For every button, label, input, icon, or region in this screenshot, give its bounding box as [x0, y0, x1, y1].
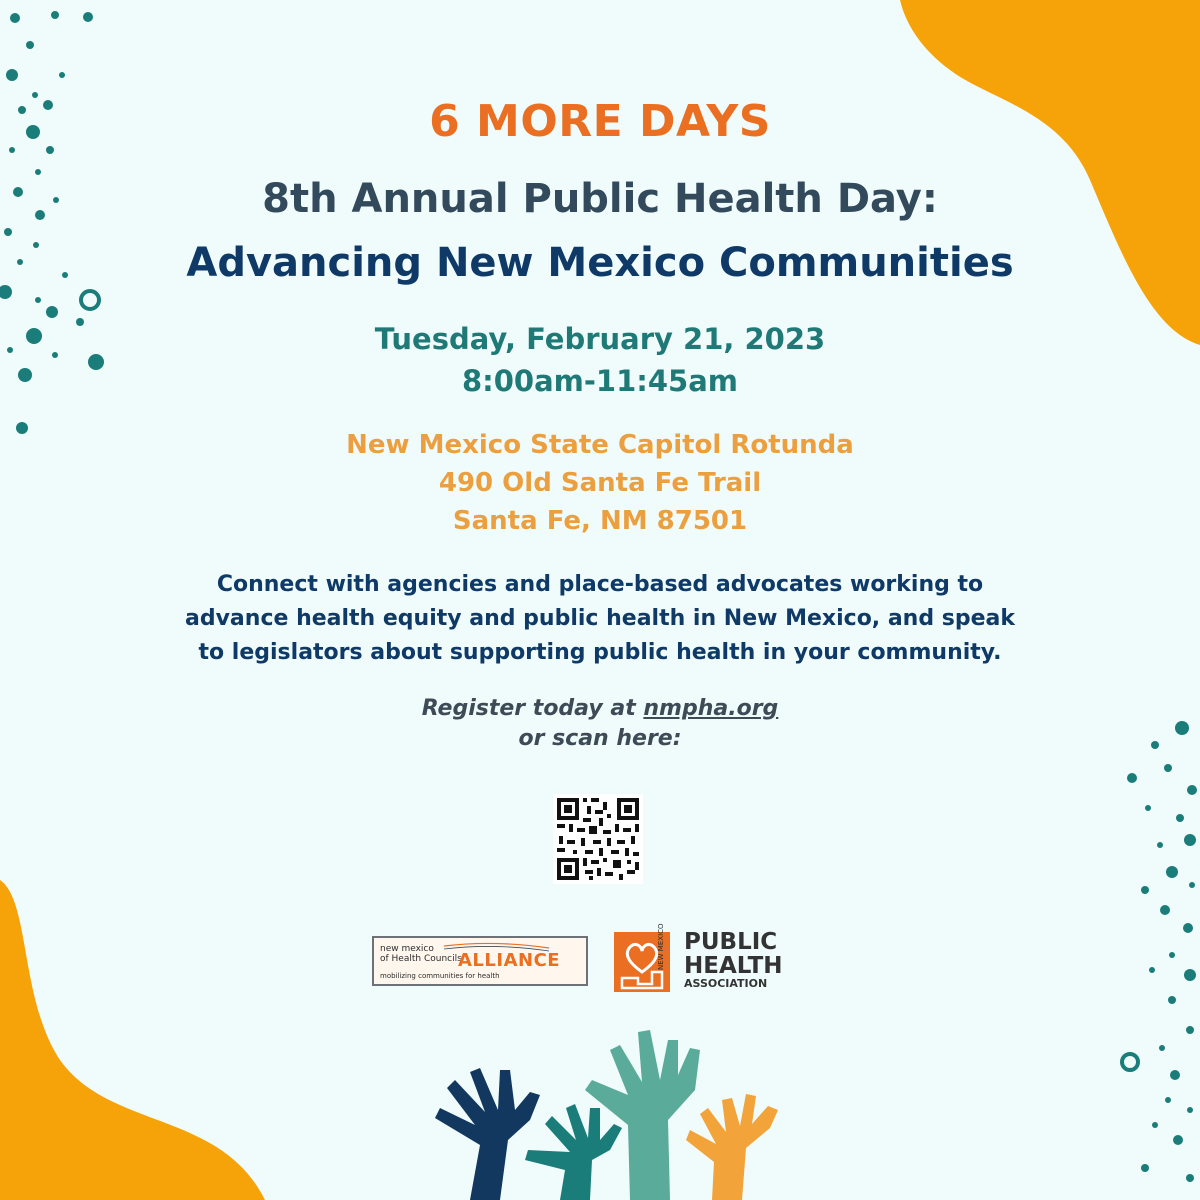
event-datetime — [0, 318, 1200, 402]
register-scan-text: or scan here: — [518, 726, 682, 751]
bottom-left-orange-blob — [0, 880, 265, 1200]
address-line1: 490 Old Santa Fe Trail — [438, 468, 762, 498]
hca-tagline: mobilizing communities for health — [380, 972, 500, 980]
description-line: advance health equity and public health in New Mexico, and speak — [185, 606, 1015, 631]
qr-code[interactable] — [553, 794, 643, 884]
register-prefix: Register today at — [421, 696, 644, 721]
hca-name: ALLIANCE — [458, 950, 561, 971]
countdown-heading: 6 MORE DAYS — [429, 96, 771, 147]
event-title-line1: 8th Annual Public Health Day: — [262, 176, 938, 222]
description-line: to legislators about supporting public health in your community. — [198, 640, 1002, 665]
register-text — [0, 694, 1200, 754]
description-line: Connect with agencies and place-based advocates working to — [216, 572, 984, 597]
bottom-right-dots — [1127, 721, 1197, 1182]
event-time: 8:00am-11:45am — [461, 364, 739, 398]
event-date: Tuesday, February 21, 2023 — [374, 322, 826, 356]
event-description — [0, 568, 1200, 670]
health-councils-alliance-logo — [372, 936, 588, 986]
raised-hands-illustration — [435, 1030, 778, 1200]
pha-line1: PUBLIC — [684, 929, 778, 955]
event-location — [0, 426, 1200, 540]
address-line2: Santa Fe, NM 87501 — [452, 506, 748, 536]
event-title-line2: Advancing New Mexico Communities — [186, 240, 1014, 286]
hca-line2: of Health Councils — [380, 954, 462, 964]
nm-public-health-association-logo — [614, 923, 804, 994]
pha-line3: ASSOCIATION — [684, 977, 768, 990]
register-link[interactable]: nmpha.org — [643, 696, 779, 721]
pha-line2: HEALTH — [684, 953, 783, 979]
venue-name: New Mexico State Capitol Rotunda — [346, 430, 854, 460]
pha-vertical-text: NEW MEXICO — [657, 923, 665, 970]
top-right-orange-blob — [900, 0, 1200, 345]
hca-line1: new mexico — [380, 944, 434, 954]
